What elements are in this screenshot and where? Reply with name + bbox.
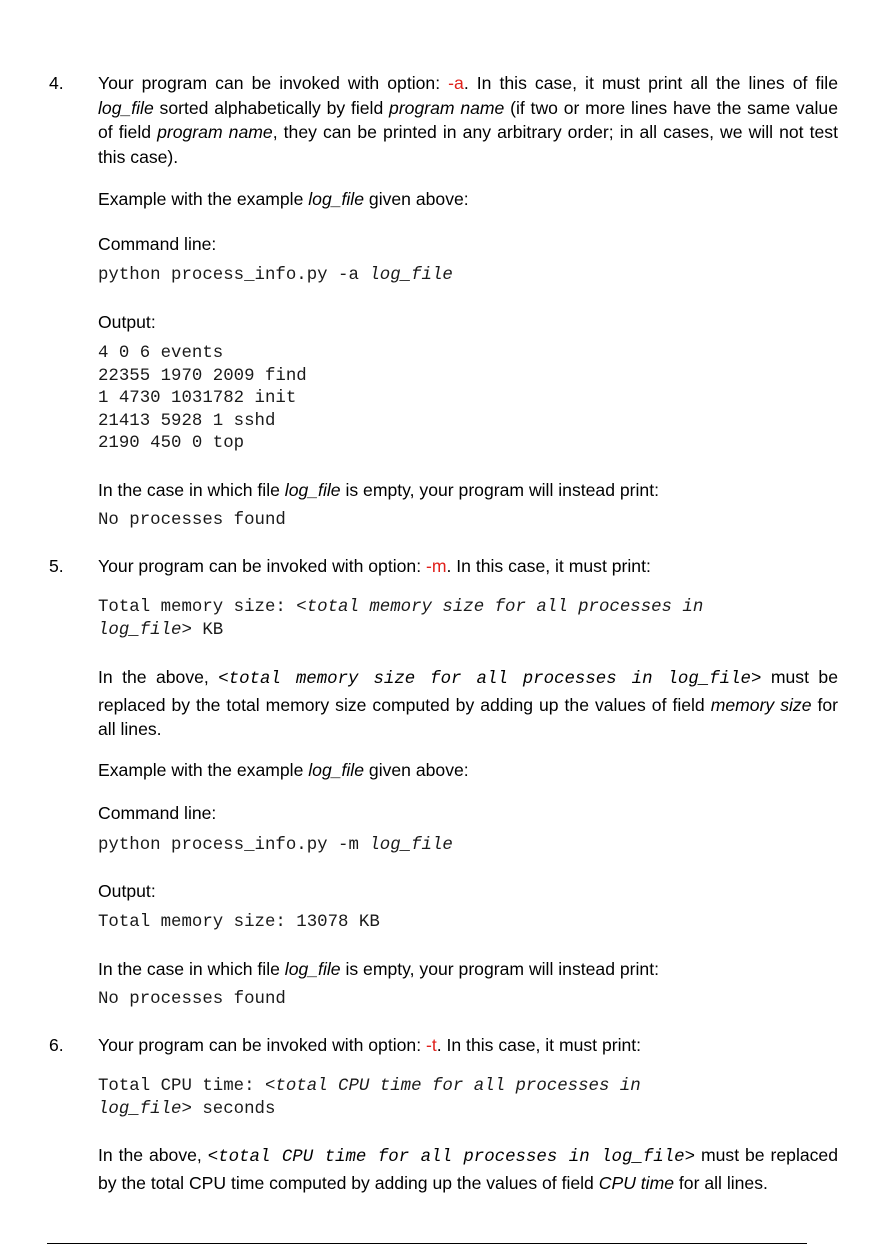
output-label: Output:	[98, 881, 156, 901]
field-ref: memory size	[710, 694, 812, 715]
logfile-ref: log_file	[369, 836, 453, 855]
item-number: 6.	[49, 1035, 64, 1055]
explain-text	[98, 1143, 838, 1195]
example-line	[98, 187, 838, 212]
empty-output: No processes found	[98, 511, 286, 530]
text: python process_info.py -m	[98, 836, 370, 855]
option-flag: -t	[425, 1035, 437, 1055]
item-6-intro	[98, 1033, 838, 1058]
text: KB	[191, 621, 224, 640]
output-line: 2190 450 0 top	[98, 434, 245, 453]
logfile-ref: log_file	[308, 189, 365, 209]
text: for all lines.	[98, 694, 838, 739]
text: In the above,	[98, 1145, 208, 1165]
field-ref: CPU time	[598, 1172, 675, 1193]
format-line-1	[98, 597, 703, 620]
text: Your program can be invoked with option:	[98, 1035, 426, 1055]
text: In the case in which file	[98, 959, 285, 979]
empty-case-text	[98, 957, 838, 982]
text: seconds	[191, 1100, 276, 1119]
text: . In this case, it must print all the lines of file	[463, 73, 838, 93]
text: In the above,	[98, 667, 219, 687]
text: is empty, your program will instead print:	[340, 959, 659, 979]
item-number: 4.	[49, 73, 64, 93]
output-line: Total memory size: 13078 KB	[98, 913, 380, 932]
placeholder: log_file>	[98, 1100, 192, 1119]
option-flag: -a	[448, 73, 464, 93]
format-line-2	[98, 1099, 275, 1122]
text: Total CPU time:	[98, 1077, 265, 1096]
placeholder: <total memory size for all processes in	[296, 598, 704, 617]
text: Example with the example	[98, 760, 309, 780]
text: must be replaced by the total CPU time computed by adding up the values of field	[98, 1145, 838, 1193]
empty-output: No processes found	[98, 990, 286, 1009]
text: (if two or more lines have the same value of field	[98, 97, 838, 142]
field-ref: program name	[389, 97, 505, 118]
field-ref: program name	[157, 122, 273, 142]
logfile-ref: log_file	[284, 959, 341, 979]
placeholder: log_file>	[98, 621, 192, 640]
logfile-ref: log_file	[98, 97, 154, 118]
text: python process_info.py -a	[98, 266, 370, 285]
placeholder: <total memory size for all processes in log_file>	[218, 670, 762, 689]
output-line: 1 4730 1031782 init	[98, 389, 297, 408]
command-label: Command line:	[98, 234, 217, 254]
output-line: 4 0 6 events	[98, 344, 224, 363]
item-4-intro	[98, 71, 838, 169]
item-number: 5.	[49, 556, 64, 576]
format-line-2	[98, 620, 223, 643]
text: given above:	[364, 189, 469, 209]
text: sorted alphabetically by field	[153, 97, 390, 118]
placeholder: <total CPU time for all processes in log_file>	[207, 1148, 696, 1167]
format-line-1	[98, 1076, 641, 1099]
footer-divider	[47, 1243, 807, 1244]
text: . In this case, it must print:	[436, 1035, 642, 1055]
output-line: 22355 1970 2009 find	[98, 366, 307, 386]
logfile-ref: log_file	[369, 266, 453, 285]
empty-case-text	[98, 478, 838, 503]
text: Your program can be invoked with option:	[98, 73, 449, 93]
command-label: Command line:	[98, 803, 217, 823]
text: Your program can be invoked with option:	[98, 556, 426, 576]
explain-text	[98, 665, 838, 742]
command-text	[98, 265, 453, 288]
option-flag: -m	[425, 556, 447, 576]
text: for all lines.	[674, 1172, 768, 1193]
text: In the case in which file	[98, 480, 285, 500]
text: Example with the example	[98, 189, 309, 209]
text: Total memory size:	[98, 598, 297, 617]
output-label: Output:	[98, 312, 156, 332]
example-line	[98, 758, 838, 783]
text: is empty, your program will instead print:	[340, 480, 659, 500]
text: given above:	[364, 760, 469, 780]
item-5-intro	[98, 554, 838, 579]
text: . In this case, it must print:	[446, 556, 651, 576]
text: must be replaced by the total memory size computed by adding up the values of field	[98, 667, 838, 715]
command-text	[98, 835, 453, 858]
logfile-ref: log_file	[308, 760, 365, 780]
placeholder: <total CPU time for all processes in	[264, 1077, 641, 1096]
output-line: 21413 5928 1 sshd	[98, 411, 276, 431]
text: , they can be printed in any arbitrary order; in all cases, we will not test this case).	[98, 122, 838, 167]
logfile-ref: log_file	[284, 480, 341, 500]
